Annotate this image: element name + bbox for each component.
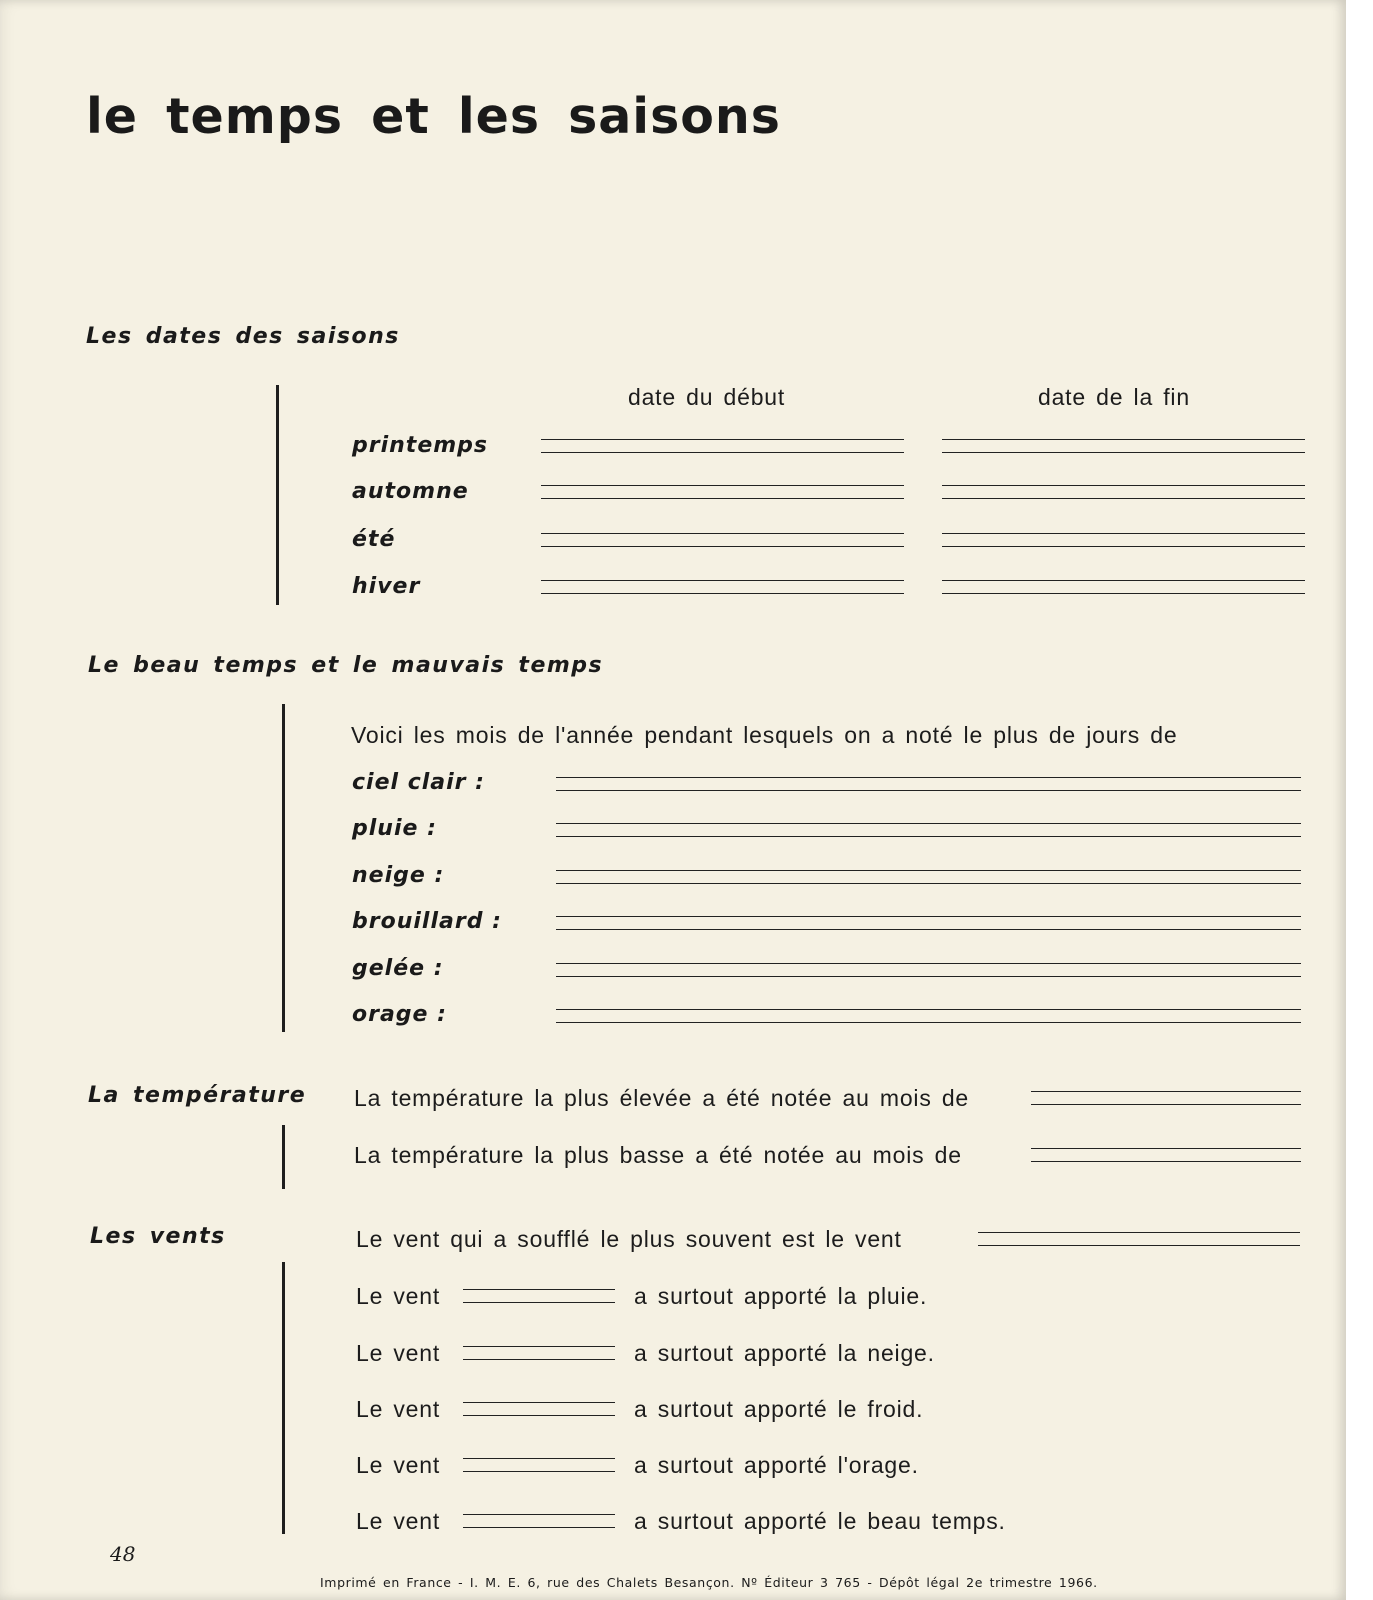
weather-label: brouillard : [352,909,502,934]
section-bar [282,1262,285,1534]
section-heading-dates: Les dates des saisons [86,324,400,349]
weather-label: ciel clair : [352,770,485,795]
section-heading-winds: Les vents [90,1224,226,1249]
wind-prefix: Le vent [356,1396,441,1422]
season-label: printemps [352,433,489,458]
wind-blank[interactable] [463,1458,615,1472]
wind-effect: a surtout apporté la neige. [634,1340,935,1366]
season-label: été [352,527,396,552]
weather-label: gelée : [352,956,444,981]
wind-blank[interactable] [463,1514,615,1528]
season-start-blank[interactable] [541,439,904,453]
weather-blank[interactable] [556,916,1301,930]
wind-blank[interactable] [463,1289,615,1303]
temperature-line-low: La température la plus basse a été notée au mois de [354,1142,962,1168]
wind-prefix: Le vent [356,1452,441,1478]
season-end-blank[interactable] [942,439,1305,453]
weather-blank[interactable] [556,870,1301,884]
season-label: hiver [352,574,421,599]
season-end-blank[interactable] [942,533,1305,547]
wind-main-blank[interactable] [978,1232,1300,1246]
section-heading-temperature: La température [88,1083,307,1108]
wind-prefix: Le vent [356,1283,441,1309]
season-end-blank[interactable] [942,580,1305,594]
weather-blank[interactable] [556,823,1301,837]
weather-label: orage : [352,1002,447,1027]
weather-label: neige : [352,863,445,888]
page-title: le temps et les saisons [86,88,781,145]
wind-effect: a surtout apporté l'orage. [634,1452,919,1478]
season-label: automne [352,479,469,504]
weather-intro: Voici les mois de l'année pendant lesquels on a noté le plus de jours de [351,722,1178,748]
season-start-blank[interactable] [541,580,904,594]
wind-effect: a surtout apporté le beau temps. [634,1508,1006,1534]
temperature-high-blank[interactable] [1031,1091,1301,1105]
section-bar [282,704,285,1032]
weather-label: pluie : [352,816,437,841]
temperature-line-high: La température la plus élevée a été notée au mois de [354,1085,970,1111]
printer-footer: Imprimé en France - I. M. E. 6, rue des Chalets Besançon. Nº Éditeur 3 765 - Dépôt légal 2e trimestre 1966. [320,1575,1098,1590]
weather-blank[interactable] [556,777,1301,791]
wind-prefix: Le vent [356,1508,441,1534]
page-number: 48 [110,1542,136,1566]
section-bar [282,1125,285,1189]
wind-first-line: Le vent qui a soufflé le plus souvent est le vent [356,1226,902,1252]
season-start-blank[interactable] [541,533,904,547]
weather-blank[interactable] [556,1009,1301,1023]
wind-blank[interactable] [463,1402,615,1416]
wind-effect: a surtout apporté la pluie. [634,1283,928,1309]
column-header-end: date de la fin [1038,384,1190,410]
wind-prefix: Le vent [356,1340,441,1366]
wind-effect: a surtout apporté le froid. [634,1396,924,1422]
wind-blank[interactable] [463,1346,615,1360]
section-bar [276,385,279,605]
temperature-low-blank[interactable] [1031,1148,1301,1162]
season-end-blank[interactable] [942,485,1305,499]
column-header-start: date du début [628,384,786,410]
season-start-blank[interactable] [541,485,904,499]
weather-blank[interactable] [556,963,1301,977]
section-heading-weather: Le beau temps et le mauvais temps [88,653,604,678]
